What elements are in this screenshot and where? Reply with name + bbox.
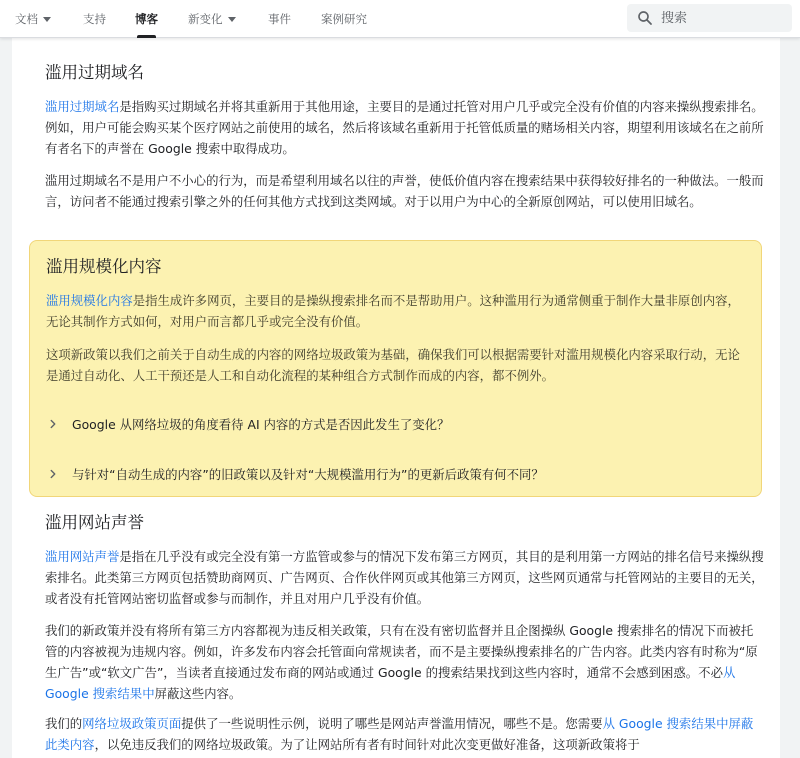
nav-docs-label: 文档 bbox=[15, 12, 38, 26]
paragraph-text: 是指在几乎没有或完全没有第一方监管或参与的情况下发布第三方网页，其目的是利用第一方网站的排名信号来操纵搜索排名。此类第三方网页包括赞助商网页、广告网页、合作伙伴网页或其他第三方网页，这些网页通常与托管网站的主要目的无关，或者没有托管网站密切监督或参与而制作，并且对用户几乎没有价值。 bbox=[45, 549, 764, 606]
paragraph-text: 是指生成许多网页，主要目的是操纵搜索排名而不是帮助用户。这种滥用行为通常侧重于制作大量非原创内容，无论其制作方式如何，对用户而言都几乎或完全没有价值。 bbox=[46, 293, 740, 329]
paragraph-text: 我们的 bbox=[45, 716, 83, 731]
nav-support[interactable] bbox=[83, 0, 106, 38]
link-block-content-from-search[interactable]: 从 Google 搜索结果中屏蔽此类内容 bbox=[45, 716, 754, 752]
paragraph-third-party-content bbox=[45, 620, 765, 704]
scaled-content-callout bbox=[29, 240, 762, 497]
section-title-site-reputation: 滥用网站声誉 bbox=[45, 513, 144, 532]
chevron-down-icon bbox=[43, 17, 51, 22]
paragraph-text: 我们的新政策并没有将所有第三方内容都视为违反相关政策，只有在没有密切监督并且企图操纵 Google 搜索排名的情况下而被托管的内容被视为违规内容。例如，许多发布内容会托管面向常规读者，而不是主要操纵搜索排名的广告内容。此类内容有时称为“原生广告”或“软文广告”，当读者直接通过发布商的网站或通过 Google 的搜索结果找到这些内容时，通常不会感到困惑。不必 bbox=[45, 623, 758, 680]
faq-item-ai-content[interactable] bbox=[46, 412, 746, 436]
paragraph-site-reputation-definition bbox=[45, 546, 765, 609]
paragraph-scaled-content-definition bbox=[46, 290, 746, 332]
top-navigation-bar bbox=[0, 0, 800, 38]
paragraph-text: 屏蔽这些内容。 bbox=[154, 686, 242, 701]
link-block-from-search[interactable]: 从 Google 搜索结果中 bbox=[45, 665, 736, 701]
nav-whats-new-label: 新变化 bbox=[188, 12, 223, 26]
paragraph-scaled-content-policy: 这项新政策以我们之前关于自动生成的内容的网络垃圾政策为基础，确保我们可以根据需要针对滥用规模化内容采取行动，无论是通过自动化、人工干预还是人工和自动化流程的某种组合方式制作而成的内容，都不例外。 bbox=[46, 347, 740, 383]
nav-events-label: 事件 bbox=[268, 12, 291, 26]
faq-question: Google 从网络垃圾的角度看待 AI 内容的方式是否因此发生了变化？ bbox=[72, 417, 450, 432]
link-site-reputation-abuse[interactable]: 滥用网站声誉 bbox=[45, 549, 120, 564]
link-scaled-content-abuse[interactable]: 滥用规模化内容 bbox=[46, 293, 133, 308]
chevron-right-icon bbox=[46, 467, 60, 481]
link-spam-policies-page[interactable]: 网络垃圾政策页面 bbox=[82, 716, 182, 731]
nav-docs[interactable] bbox=[15, 0, 51, 38]
nav-case-studies[interactable] bbox=[321, 0, 367, 38]
search-icon[interactable] bbox=[636, 9, 654, 27]
nav-support-label: 支持 bbox=[83, 12, 106, 26]
section-title-scaled-content: 滥用规模化内容 bbox=[46, 257, 162, 276]
search-box[interactable] bbox=[627, 4, 792, 32]
link-expired-domain-abuse[interactable]: 滥用过期域名 bbox=[45, 99, 120, 114]
chevron-right-icon bbox=[46, 417, 60, 431]
nav-whats-new[interactable] bbox=[188, 0, 236, 38]
article-content bbox=[12, 38, 780, 758]
paragraph-text: 是指购买过期域名并将其重新用于其他用途，主要目的是通过托管对用户几乎或完全没有价值的内容来操纵搜索排名。例如，用户可能会购买某个医疗网站之前使用的域名，然后将该域名重新用于托管低质量的赌场相关内容，期望利用该域名在之前所有者名下的声誉在 Google 搜索中取得成功。 bbox=[45, 99, 764, 156]
faq-question: 与针对“自动生成的内容”的旧政策以及针对“大规模滥用行为”的更新后政策有何不同？ bbox=[72, 467, 544, 482]
faq-item-policy-difference[interactable] bbox=[46, 462, 746, 486]
paragraph-spam-policy-examples bbox=[45, 713, 765, 755]
section-title-expired-domain: 滥用过期域名 bbox=[45, 63, 144, 82]
paragraph-text: 提供了一些说明性示例，说明了哪些是网站声誉滥用情况，哪些不是。您需要 bbox=[181, 716, 603, 731]
search-input[interactable] bbox=[661, 11, 781, 26]
paragraph-expired-domain-definition bbox=[45, 96, 765, 159]
paragraph-expired-domain-detail: 滥用过期域名不是用户不小心的行为，而是希望利用域名以往的声誉，使低价值内容在搜索结果中获得较好排名的一种做法。一般而言，访问者不能通过搜索引擎之外的任何其他方式找到这类网域。对于以用户为中心的全新原创网站，可以使用旧域名。 bbox=[45, 173, 764, 209]
nav-events[interactable] bbox=[268, 0, 291, 38]
nav-blog[interactable] bbox=[135, 0, 158, 38]
paragraph-text: ，以免违反我们的网络垃圾政策。为了让网站所有者有时间针对此次变更做好准备，这项新政策将于 bbox=[94, 737, 640, 752]
chevron-down-icon bbox=[228, 17, 236, 22]
nav-case-studies-label: 案例研究 bbox=[321, 12, 367, 26]
nav-blog-label: 博客 bbox=[135, 12, 158, 26]
